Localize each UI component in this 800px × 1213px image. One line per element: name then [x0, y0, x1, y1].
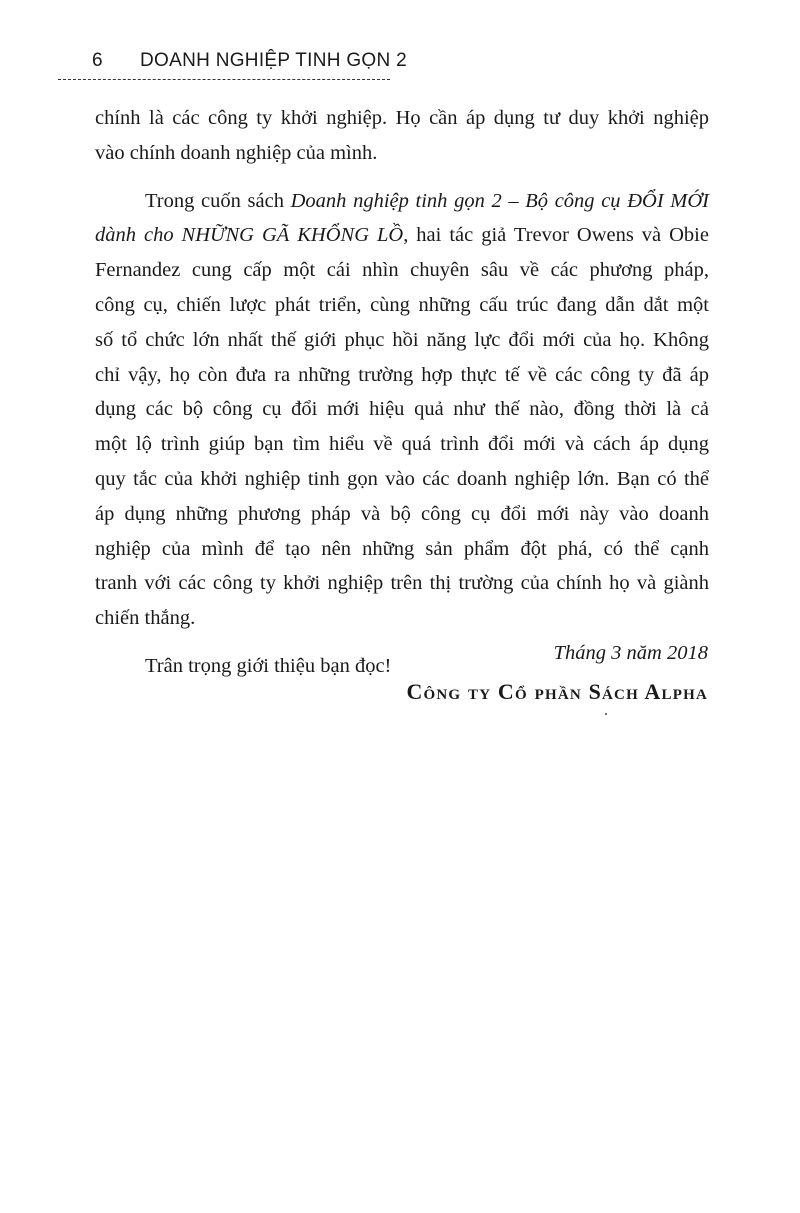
text-fragment: Trong cuốn sách	[145, 189, 291, 212]
book-title-italic: Doanh nghiệp tinh gọn 2 – Bộ công cụ ĐỔI MỚI	[290, 189, 710, 212]
paragraph-1	[95, 101, 709, 171]
text-line: áp dụng những phương pháp và bộ công cụ đổi mới này vào doanh	[95, 502, 709, 525]
text-line: Trân trọng giới thiệu bạn đọc!	[145, 654, 392, 677]
print-speck	[605, 713, 607, 715]
text-line: dụng các bộ công cụ đổi mới hiệu quả như thế nào, đồng thời là cả	[95, 398, 709, 421]
text-line: Fernandez cung cấp một cái nhìn chuyên sâu về các phương pháp,	[95, 259, 709, 282]
paragraph-2	[95, 184, 709, 636]
body-text	[95, 101, 709, 684]
text-line: quy tắc của khởi nghiệp tinh gọn vào các doanh nghiệp lớn. Bạn có thể	[95, 467, 709, 490]
text-line: chính là các công ty khởi nghiệp. Họ cần áp dụng tư duy khởi nghiệp	[95, 107, 709, 129]
text-line: chiến thắng.	[95, 607, 196, 630]
page-number: 6	[92, 50, 103, 71]
header-dashed-rule	[58, 79, 390, 80]
closing-date: Tháng 3 năm 2018	[553, 642, 708, 664]
publisher-signature: Công ty Cổ phần Sách Alpha	[406, 679, 708, 704]
text-line: vào chính doanh nghiệp của mình.	[95, 141, 378, 164]
text-line: chỉ vậy, họ còn đưa ra những trường hợp thực tế về các công ty đã áp	[95, 363, 709, 386]
text-line: tranh với các công ty khởi nghiệp trên thị trường của chính họ và giành	[95, 572, 709, 595]
text-line: nghiệp của mình để tạo nên những sản phẩm đột phá, có thể cạnh	[95, 537, 709, 560]
running-title: DOANH NGHIỆP TINH GỌN 2	[140, 50, 407, 71]
running-header	[92, 50, 407, 72]
text-line: số tổ chức lớn nhất thế giới phục hồi năng lực đổi mới của họ. Không	[95, 328, 709, 351]
text-line: công cụ, chiến lược phát triển, cùng những cấu trúc đang dẫn dắt một	[95, 293, 709, 316]
text-line	[95, 184, 709, 219]
text-line	[95, 218, 709, 253]
text-fragment: , hai tác giả Trevor Owens và Obie	[403, 224, 709, 247]
text-line: một lộ trình giúp bạn tìm hiểu về quá trình đổi mới và cách áp dụng	[95, 433, 709, 456]
book-title-italic: dành cho NHỮNG GÃ KHỔNG LỒ	[95, 224, 404, 247]
